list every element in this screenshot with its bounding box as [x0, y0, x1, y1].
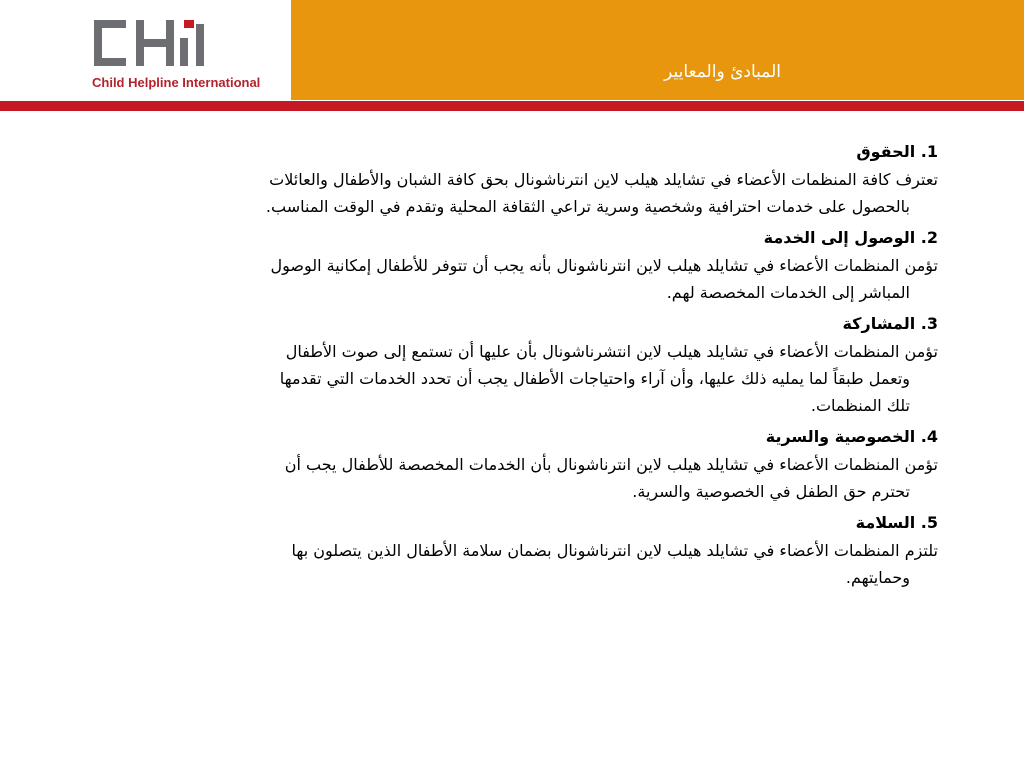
principle-heading-1: 1. الحقوق	[856, 142, 938, 161]
principle-text-2: تؤمن المنظمات الأعضاء في تشايلد هيلب لاين انترناشونال بأنه يجب أن تتوفر للأطفال إمكانية الوصول المباشر إلى الخدمات المخصصة لهم.	[270, 256, 938, 302]
principle-text-3: تؤمن المنظمات الأعضاء في تشايلد هيلب لاين انتشرناشونال بأن عليها أن تستمع إلى صوت الأطفال وتعمل طبقاً لما يمليه ذلك عليها، وأن آراء واحتياجات الأطفال يجب أن تحدد الخدمات التي تقدمها تلك المنظمات.	[279, 342, 938, 415]
principles-list	[108, 138, 938, 595]
header-divider	[0, 101, 1024, 111]
chi-logo-icon	[92, 20, 218, 66]
principle-text-4: تؤمن المنظمات الأعضاء في تشايلد هيلب لاين انترناشونال بأن الخدمات المخصصة للأطفال يجب أن تحترم حق الطفل في الخصوصية والسرية.	[284, 455, 938, 501]
logo-area	[0, 0, 290, 100]
principle-heading-2: 2. الوصول إلى الخدمة	[763, 228, 938, 247]
principle-heading-3: 3. المشاركة	[842, 314, 938, 333]
slide-title: المبادئ والمعايير	[664, 62, 781, 82]
principle-text-5: تلتزم المنظمات الأعضاء في تشايلد هيلب لاين انترناشونال بضمان سلامة الأطفال الذين يتصلون بها وحمايتهم.	[291, 541, 938, 587]
logo-name: Child Helpline International	[92, 75, 261, 90]
principle-heading-4: 4. الخصوصية والسرية	[765, 427, 938, 446]
principle-text-1: تعترف كافة المنظمات الأعضاء في تشايلد هيلب لاين انترناشونال بحق كافة الشبان والأطفال والعائلات بالحصول على خدمات احترافية وشخصية وسرية تراعي الثقافة المحلية وتقدم في الوقت المناسب.	[265, 170, 938, 216]
title-bar	[291, 0, 1024, 100]
principle-heading-5: 5. السلامة	[855, 513, 938, 532]
